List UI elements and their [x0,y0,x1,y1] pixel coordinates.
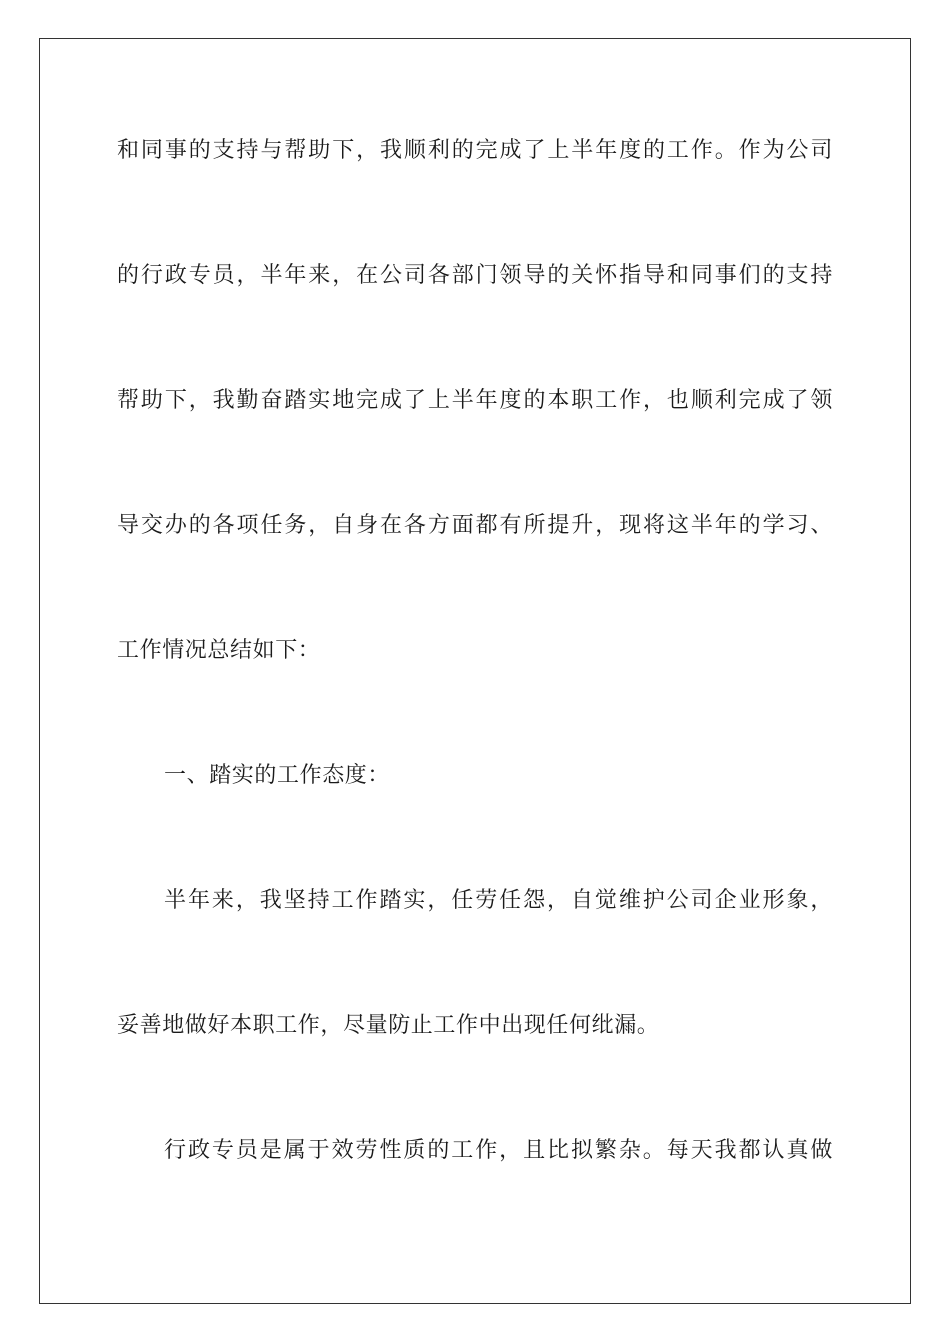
paragraph-line-8: 行政专员是属于效劳性质的工作，且比拟繁杂。每天我都认真做 [164,1138,833,1163]
page-border [39,38,911,1304]
section-heading: 一、踏实的工作态度： [164,763,391,788]
paragraph-line-3: 帮助下，我勤奋踏实地完成了上半年度的本职工作，也顺利完成了领 [117,388,833,413]
paragraph-line-2: 的行政专员，半年来，在公司各部门领导的关怀指导和同事们的支持 [117,263,833,288]
paragraph-line-5: 工作情况总结如下： [117,638,321,663]
paragraph-line-7: 妥善地做好本职工作，尽量防止工作中出现任何纰漏。 [117,1013,660,1038]
paragraph-line-4: 导交办的各项任务，自身在各方面都有所提升，现将这半年的学习、 [117,513,833,538]
paragraph-line-6: 半年来，我坚持工作踏实，任劳任怨，自觉维护公司企业形象， [164,888,833,913]
paragraph-line-1: 和同事的支持与帮助下，我顺利的完成了上半年度的工作。作为公司 [117,138,833,163]
